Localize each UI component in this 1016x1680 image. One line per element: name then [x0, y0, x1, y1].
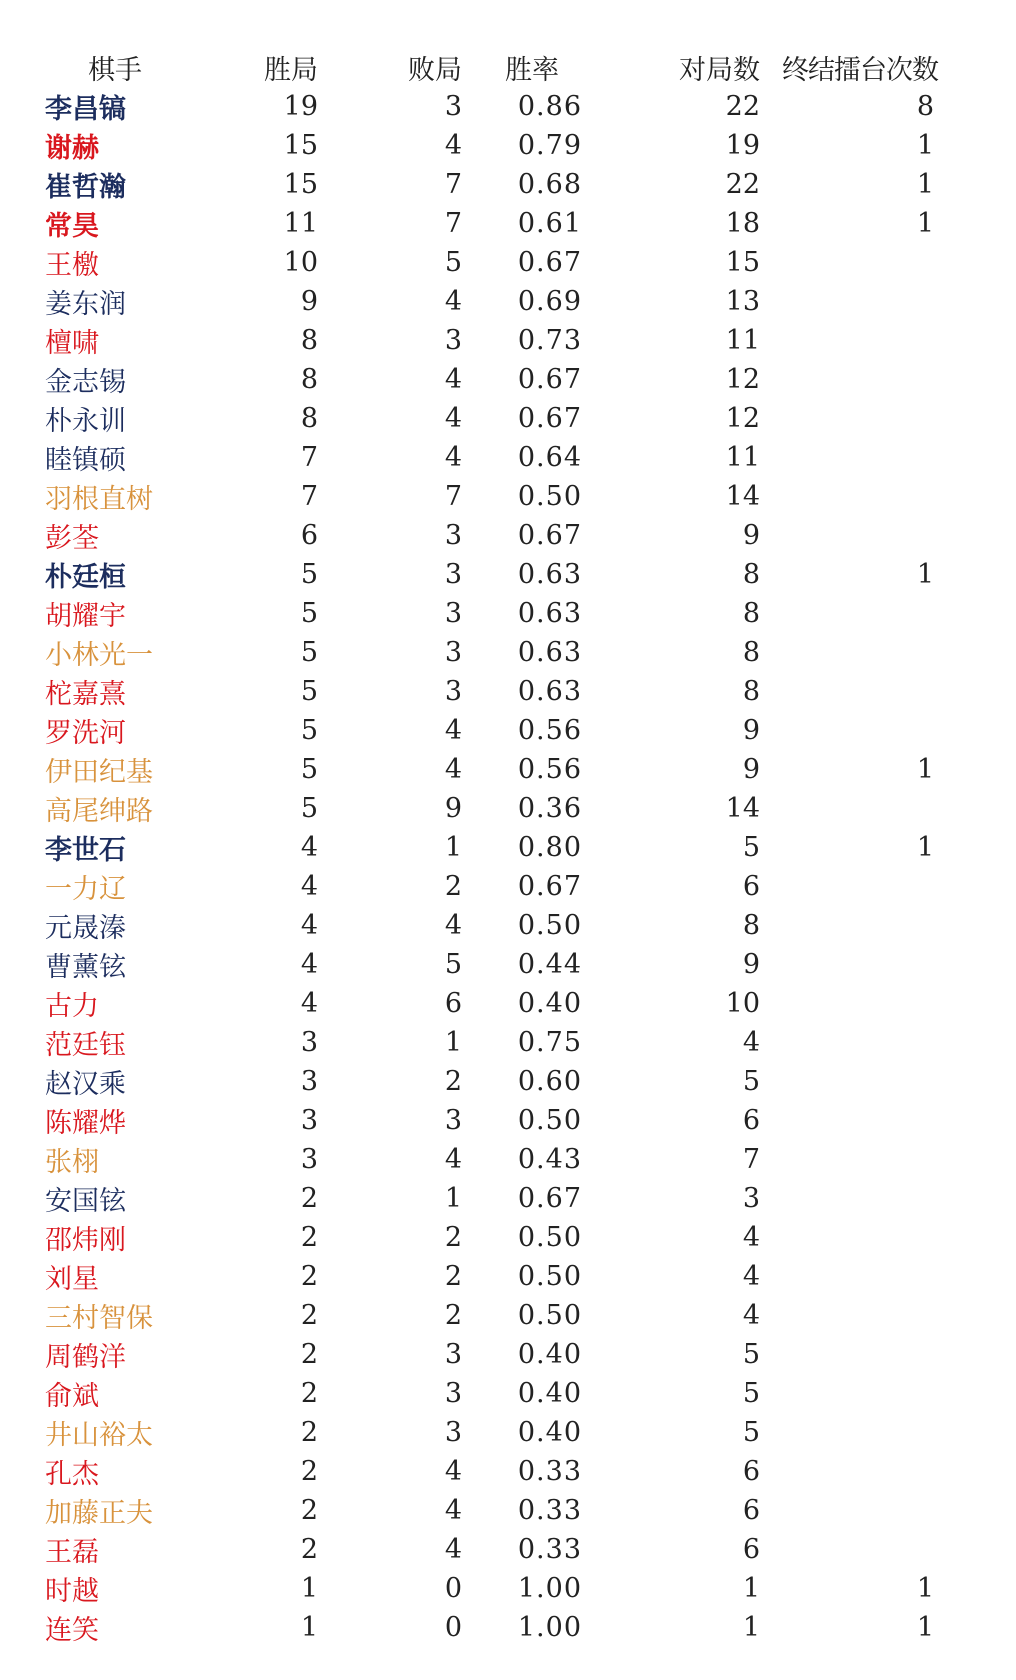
streak-ender-cell: 1 [916, 832, 934, 863]
streak-ender-cell [760, 1218, 940, 1257]
table-row [40, 399, 940, 438]
player-name: 孔杰 [45, 1459, 99, 1490]
table-row [40, 1101, 940, 1140]
player-name: 王檄 [45, 250, 99, 281]
losses-cell: 3 [444, 520, 462, 551]
win-rate-cell: 0.75 [517, 1027, 582, 1058]
player-name: 朴永训 [45, 406, 126, 437]
player-name: 时越 [45, 1576, 99, 1607]
games-cell: 22 [725, 91, 760, 122]
games-cell: 8 [742, 910, 760, 941]
wins-cell: 5 [300, 754, 318, 785]
wins-cell: 2 [300, 1417, 318, 1448]
player-name: 柁嘉熹 [45, 679, 126, 710]
wins-cell: 3 [300, 1105, 318, 1136]
player-name: 崔哲瀚 [45, 172, 126, 203]
table-body [40, 87, 940, 1647]
win-rate-cell: 0.50 [517, 1300, 582, 1331]
wins-cell: 5 [300, 676, 318, 707]
games-cell: 13 [725, 286, 760, 317]
losses-cell: 3 [444, 637, 462, 668]
table-row [40, 1218, 940, 1257]
player-name: 伊田纪基 [45, 757, 153, 788]
losses-cell: 4 [444, 130, 462, 161]
win-rate-cell: 0.40 [517, 1339, 582, 1370]
win-rate-cell: 0.67 [517, 403, 582, 434]
streak-ender-cell [760, 1491, 940, 1530]
header-losses: 败局 [408, 54, 462, 86]
wins-cell: 4 [300, 910, 318, 941]
games-cell: 5 [742, 1378, 760, 1409]
streak-ender-cell [760, 1101, 940, 1140]
wins-cell: 7 [300, 481, 318, 512]
losses-cell: 4 [444, 715, 462, 746]
streak-ender-cell [760, 1413, 940, 1452]
table-row [40, 1374, 940, 1413]
streak-ender-cell [760, 633, 940, 672]
win-rate-cell: 0.67 [517, 871, 582, 902]
win-rate-cell: 0.63 [517, 598, 582, 629]
player-name: 罗洗河 [45, 718, 126, 749]
win-rate-cell: 0.40 [517, 1378, 582, 1409]
games-cell: 5 [742, 832, 760, 863]
player-name: 高尾绅路 [45, 796, 153, 827]
losses-cell: 7 [444, 481, 462, 512]
losses-cell: 3 [444, 598, 462, 629]
win-rate-cell: 0.73 [517, 325, 582, 356]
table-row [40, 516, 940, 555]
streak-ender-cell [760, 516, 940, 555]
losses-cell: 4 [444, 442, 462, 473]
losses-cell: 2 [444, 1300, 462, 1331]
streak-ender-cell [760, 243, 940, 282]
wins-cell: 8 [300, 325, 318, 356]
streak-ender-cell: 1 [916, 208, 934, 239]
wins-cell: 3 [300, 1144, 318, 1175]
win-rate-cell: 1.00 [517, 1573, 582, 1604]
streak-ender-cell: 8 [916, 91, 934, 122]
wins-cell: 5 [300, 715, 318, 746]
losses-cell: 3 [444, 1417, 462, 1448]
player-name: 赵汉乘 [45, 1069, 126, 1100]
table-row [40, 1569, 940, 1608]
header-games: 对局数 [679, 54, 760, 86]
games-cell: 6 [742, 1456, 760, 1487]
win-rate-cell: 0.50 [517, 1261, 582, 1292]
win-rate-cell: 0.50 [517, 910, 582, 941]
losses-cell: 3 [444, 1105, 462, 1136]
streak-ender-cell [760, 399, 940, 438]
wins-cell: 7 [300, 442, 318, 473]
games-cell: 6 [742, 871, 760, 902]
table-row [40, 1491, 940, 1530]
games-cell: 6 [742, 1495, 760, 1526]
table-row [40, 1608, 940, 1647]
win-rate-cell: 0.63 [517, 637, 582, 668]
player-name: 安国铉 [45, 1186, 126, 1217]
table-row [40, 1140, 940, 1179]
table-row [40, 438, 940, 477]
losses-cell: 7 [444, 208, 462, 239]
player-name: 常昊 [45, 211, 99, 242]
header-streak-ender: 终结擂台次数 [782, 54, 938, 86]
games-cell: 1 [742, 1612, 760, 1643]
losses-cell: 2 [444, 871, 462, 902]
player-name: 俞斌 [45, 1381, 99, 1412]
games-cell: 1 [742, 1573, 760, 1604]
header-wins: 胜局 [264, 54, 318, 86]
streak-ender-cell [760, 1335, 940, 1374]
player-name: 王磊 [45, 1537, 99, 1568]
player-name: 元晟溱 [45, 913, 126, 944]
streak-ender-cell [760, 282, 940, 321]
losses-cell: 1 [444, 1183, 462, 1214]
losses-cell: 4 [444, 910, 462, 941]
games-cell: 9 [742, 520, 760, 551]
wins-cell: 4 [300, 988, 318, 1019]
streak-ender-cell: 1 [916, 1573, 934, 1604]
losses-cell: 3 [444, 91, 462, 122]
games-cell: 8 [742, 676, 760, 707]
games-cell: 6 [742, 1534, 760, 1565]
games-cell: 5 [742, 1066, 760, 1097]
games-cell: 4 [742, 1222, 760, 1253]
games-cell: 9 [742, 949, 760, 980]
wins-cell: 2 [300, 1534, 318, 1565]
table-row [40, 633, 940, 672]
win-rate-cell: 0.67 [517, 1183, 582, 1214]
table-row [40, 477, 940, 516]
losses-cell: 3 [444, 559, 462, 590]
player-name: 曹薰铉 [45, 952, 126, 983]
player-name: 胡耀宇 [45, 601, 126, 632]
table-row [40, 594, 940, 633]
losses-cell: 6 [444, 988, 462, 1019]
losses-cell: 4 [444, 1495, 462, 1526]
table-row [40, 360, 940, 399]
games-cell: 10 [725, 988, 760, 1019]
player-name: 范廷钰 [45, 1030, 126, 1061]
wins-cell: 1 [300, 1612, 318, 1643]
losses-cell: 0 [444, 1573, 462, 1604]
games-cell: 5 [742, 1339, 760, 1370]
wins-cell: 15 [283, 130, 318, 161]
win-rate-cell: 0.43 [517, 1144, 582, 1175]
games-cell: 12 [725, 403, 760, 434]
win-rate-cell: 0.33 [517, 1534, 582, 1565]
streak-ender-cell: 1 [916, 1612, 934, 1643]
wins-cell: 5 [300, 637, 318, 668]
losses-cell: 3 [444, 1339, 462, 1370]
player-name: 朴廷桓 [45, 562, 126, 593]
player-stats-table [40, 47, 940, 1647]
wins-cell: 2 [300, 1339, 318, 1370]
player-name: 金志锡 [45, 367, 126, 398]
win-rate-cell: 0.61 [517, 208, 582, 239]
table-header-row [40, 47, 940, 87]
wins-cell: 4 [300, 832, 318, 863]
win-rate-cell: 0.40 [517, 1417, 582, 1448]
streak-ender-cell [760, 477, 940, 516]
games-cell: 3 [742, 1183, 760, 1214]
losses-cell: 4 [444, 403, 462, 434]
win-rate-cell: 0.50 [517, 1222, 582, 1253]
table-row [40, 750, 940, 789]
losses-cell: 7 [444, 169, 462, 200]
win-rate-cell: 0.63 [517, 676, 582, 707]
wins-cell: 9 [300, 286, 318, 317]
games-cell: 11 [725, 442, 760, 473]
table-row [40, 711, 940, 750]
wins-cell: 15 [283, 169, 318, 200]
win-rate-cell: 0.50 [517, 481, 582, 512]
table-row [40, 1023, 940, 1062]
win-rate-cell: 0.64 [517, 442, 582, 473]
win-rate-cell: 0.36 [517, 793, 582, 824]
streak-ender-cell [760, 906, 940, 945]
table-row [40, 243, 940, 282]
games-cell: 4 [742, 1261, 760, 1292]
losses-cell: 4 [444, 1534, 462, 1565]
wins-cell: 2 [300, 1261, 318, 1292]
streak-ender-cell [760, 711, 940, 750]
wins-cell: 8 [300, 403, 318, 434]
wins-cell: 1 [300, 1573, 318, 1604]
streak-ender-cell [760, 1179, 940, 1218]
streak-ender-cell [760, 1530, 940, 1569]
win-rate-cell: 0.80 [517, 832, 582, 863]
streak-ender-cell: 1 [916, 130, 934, 161]
losses-cell: 3 [444, 676, 462, 707]
games-cell: 5 [742, 1417, 760, 1448]
wins-cell: 8 [300, 364, 318, 395]
streak-ender-cell [760, 360, 940, 399]
win-rate-cell: 1.00 [517, 1612, 582, 1643]
losses-cell: 4 [444, 364, 462, 395]
win-rate-cell: 0.67 [517, 247, 582, 278]
wins-cell: 10 [283, 247, 318, 278]
wins-cell: 5 [300, 559, 318, 590]
player-name: 邵炜刚 [45, 1225, 126, 1256]
games-cell: 14 [725, 793, 760, 824]
player-name: 羽根直树 [45, 484, 153, 515]
losses-cell: 2 [444, 1222, 462, 1253]
player-name: 井山裕太 [45, 1420, 153, 1451]
streak-ender-cell [760, 594, 940, 633]
streak-ender-cell [760, 672, 940, 711]
player-name: 三村智保 [45, 1303, 153, 1334]
wins-cell: 5 [300, 793, 318, 824]
table-row [40, 828, 940, 867]
games-cell: 4 [742, 1300, 760, 1331]
games-cell: 22 [725, 169, 760, 200]
streak-ender-cell: 1 [916, 559, 934, 590]
table-row [40, 1257, 940, 1296]
table-row [40, 789, 940, 828]
games-cell: 19 [725, 130, 760, 161]
streak-ender-cell [760, 1257, 940, 1296]
player-name: 谢赫 [45, 133, 99, 164]
streak-ender-cell [760, 438, 940, 477]
losses-cell: 2 [444, 1261, 462, 1292]
player-name: 刘星 [45, 1264, 99, 1295]
streak-ender-cell [760, 1374, 940, 1413]
streak-ender-cell [760, 945, 940, 984]
losses-cell: 9 [444, 793, 462, 824]
streak-ender-cell [760, 1296, 940, 1335]
player-name: 彭荃 [45, 523, 99, 554]
games-cell: 18 [725, 208, 760, 239]
wins-cell: 11 [283, 208, 318, 239]
table-row [40, 165, 940, 204]
wins-cell: 19 [283, 91, 318, 122]
wins-cell: 2 [300, 1222, 318, 1253]
wins-cell: 2 [300, 1300, 318, 1331]
player-name: 睦镇硕 [45, 445, 126, 476]
losses-cell: 2 [444, 1066, 462, 1097]
games-cell: 9 [742, 754, 760, 785]
streak-ender-cell [760, 1140, 940, 1179]
player-name: 姜东润 [45, 289, 126, 320]
player-name: 古力 [45, 991, 99, 1022]
streak-ender-cell: 1 [916, 754, 934, 785]
header-player: 棋手 [88, 54, 142, 86]
games-cell: 8 [742, 637, 760, 668]
games-cell: 15 [725, 247, 760, 278]
losses-cell: 3 [444, 325, 462, 356]
games-cell: 11 [725, 325, 760, 356]
table-row [40, 1335, 940, 1374]
player-name: 小林光一 [45, 640, 153, 671]
streak-ender-cell: 1 [916, 169, 934, 200]
games-cell: 12 [725, 364, 760, 395]
wins-cell: 2 [300, 1495, 318, 1526]
player-name: 檀啸 [45, 328, 99, 359]
games-cell: 7 [742, 1144, 760, 1175]
table-row [40, 1530, 940, 1569]
table-row [40, 906, 940, 945]
losses-cell: 1 [444, 1027, 462, 1058]
win-rate-cell: 0.33 [517, 1495, 582, 1526]
player-name: 李世石 [45, 835, 126, 866]
header-win-rate: 胜率 [505, 54, 559, 86]
win-rate-cell: 0.33 [517, 1456, 582, 1487]
player-name: 陈耀烨 [45, 1108, 126, 1139]
win-rate-cell: 0.68 [517, 169, 582, 200]
player-name: 一力辽 [45, 874, 126, 905]
table-row [40, 1452, 940, 1491]
streak-ender-cell [760, 789, 940, 828]
losses-cell: 5 [444, 949, 462, 980]
losses-cell: 0 [444, 1612, 462, 1643]
streak-ender-cell [760, 321, 940, 360]
games-cell: 9 [742, 715, 760, 746]
table-row [40, 282, 940, 321]
table-row [40, 984, 940, 1023]
streak-ender-cell [760, 984, 940, 1023]
player-name: 加藤正夫 [45, 1498, 153, 1529]
win-rate-cell: 0.67 [517, 520, 582, 551]
player-name: 连笑 [45, 1615, 99, 1646]
table-row [40, 945, 940, 984]
wins-cell: 4 [300, 949, 318, 980]
streak-ender-cell [760, 1023, 940, 1062]
streak-ender-cell [760, 867, 940, 906]
losses-cell: 3 [444, 1378, 462, 1409]
table-row [40, 555, 940, 594]
losses-cell: 5 [444, 247, 462, 278]
games-cell: 4 [742, 1027, 760, 1058]
table-row [40, 1179, 940, 1218]
win-rate-cell: 0.44 [517, 949, 582, 980]
player-name: 周鹤洋 [45, 1342, 126, 1373]
games-cell: 14 [725, 481, 760, 512]
table-row [40, 1062, 940, 1101]
losses-cell: 4 [444, 286, 462, 317]
wins-cell: 2 [300, 1378, 318, 1409]
table-row [40, 867, 940, 906]
win-rate-cell: 0.86 [517, 91, 582, 122]
streak-ender-cell [760, 1062, 940, 1101]
win-rate-cell: 0.50 [517, 1105, 582, 1136]
win-rate-cell: 0.63 [517, 559, 582, 590]
losses-cell: 4 [444, 1456, 462, 1487]
player-name: 李昌镐 [45, 94, 126, 125]
player-name: 张栩 [45, 1147, 99, 1178]
win-rate-cell: 0.67 [517, 364, 582, 395]
games-cell: 8 [742, 598, 760, 629]
table-row [40, 1413, 940, 1452]
streak-ender-cell [760, 1452, 940, 1491]
losses-cell: 4 [444, 754, 462, 785]
win-rate-cell: 0.60 [517, 1066, 582, 1097]
table-row [40, 321, 940, 360]
losses-cell: 4 [444, 1144, 462, 1175]
wins-cell: 2 [300, 1456, 318, 1487]
win-rate-cell: 0.40 [517, 988, 582, 1019]
table-row [40, 1296, 940, 1335]
win-rate-cell: 0.56 [517, 715, 582, 746]
games-cell: 8 [742, 559, 760, 590]
wins-cell: 3 [300, 1027, 318, 1058]
losses-cell: 1 [444, 832, 462, 863]
table-row [40, 204, 940, 243]
table-row [40, 672, 940, 711]
wins-cell: 6 [300, 520, 318, 551]
wins-cell: 3 [300, 1066, 318, 1097]
win-rate-cell: 0.56 [517, 754, 582, 785]
table-row [40, 87, 940, 126]
wins-cell: 4 [300, 871, 318, 902]
table-row [40, 126, 940, 165]
win-rate-cell: 0.79 [517, 130, 582, 161]
games-cell: 6 [742, 1105, 760, 1136]
wins-cell: 5 [300, 598, 318, 629]
wins-cell: 2 [300, 1183, 318, 1214]
win-rate-cell: 0.69 [517, 286, 582, 317]
